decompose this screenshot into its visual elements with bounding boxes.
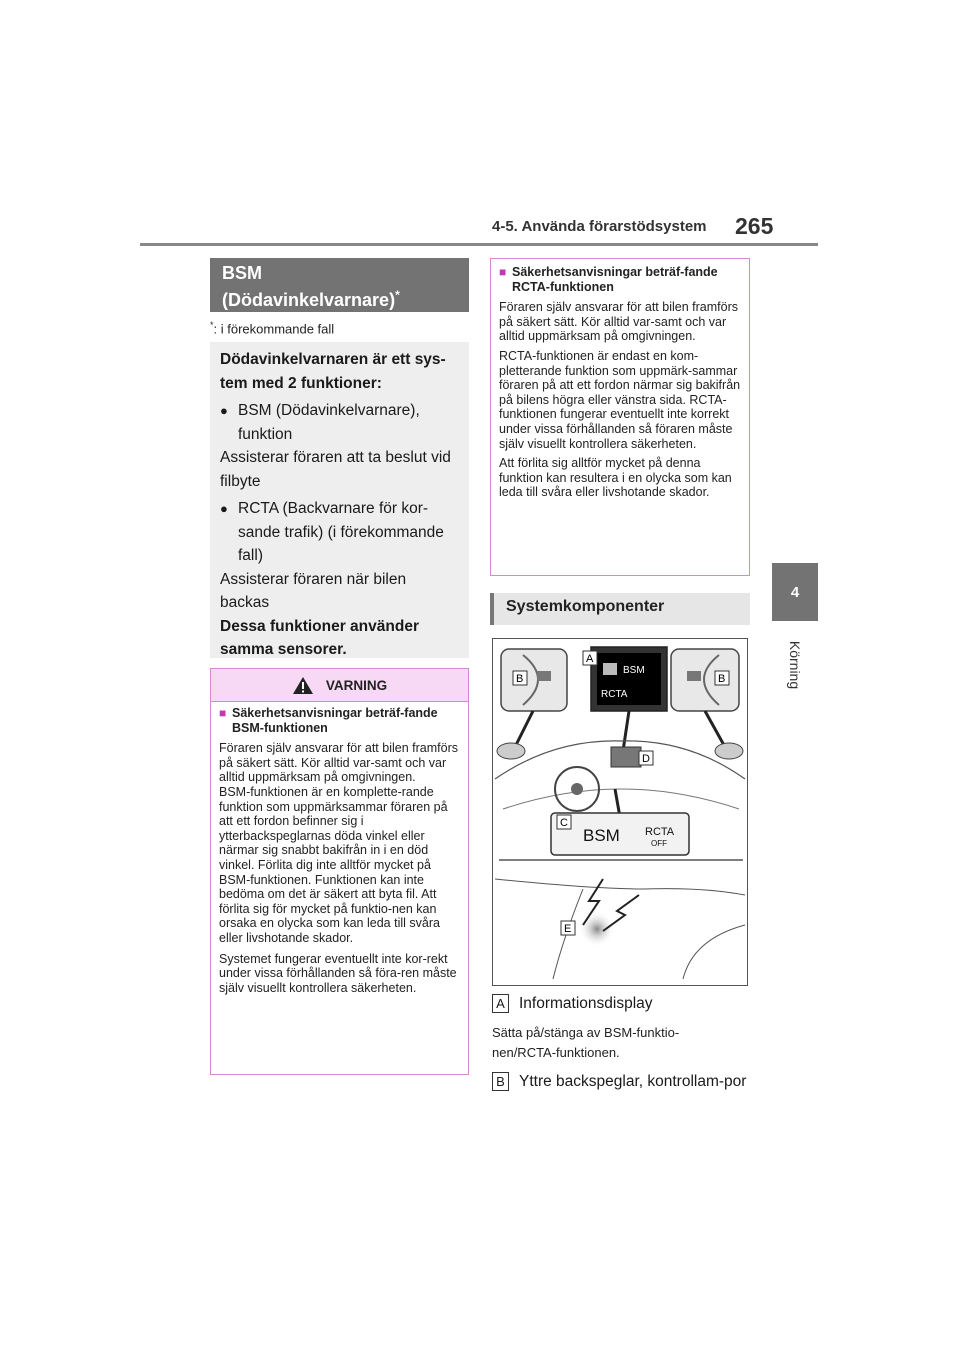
left-mirror-inset xyxy=(501,649,567,711)
switch-bsm-text: BSM xyxy=(583,826,620,845)
rcta-para2: RCTA-funktionen är endast en kom-pletterande funktion som uppmärk-sammar föraren på att ett fordon närmar sig bakifrån på bilens högra eller vänstra sida. RCTA-funktionen fungerar eventuellt inte korrekt under vissa förhållanden så föraren måste själv visuellt kontrollera säkerheten. xyxy=(499,348,741,451)
component-item-a xyxy=(492,994,653,1013)
info-box xyxy=(210,342,469,658)
chapter-label xyxy=(772,625,818,705)
system-diagram xyxy=(492,638,748,986)
chapter-name: Körning xyxy=(787,640,803,690)
bsm-heading-mark: * xyxy=(395,288,400,302)
rcta-subheading: Säkerhetsanvisningar beträf-fande RCTA-funktionen xyxy=(512,265,718,294)
switch-off-text: OFF xyxy=(651,839,667,848)
switch-rcta-text: RCTA xyxy=(645,826,675,838)
warning-body xyxy=(211,702,468,995)
callout-b-left: B xyxy=(516,673,524,685)
footnote-text: : i förekommande fall xyxy=(213,321,335,337)
info-desc-rcta: Assisterar föraren när bilen backas xyxy=(220,570,407,611)
bullet-item-bsm xyxy=(220,399,459,446)
item-a-label: Informationsdisplay xyxy=(519,994,653,1012)
warning-box xyxy=(210,668,469,1075)
component-item-b xyxy=(492,1070,749,1093)
callout-d: D xyxy=(642,753,650,765)
warning-triangle-icon xyxy=(292,676,314,695)
system-components-heading: Systemkomponenter xyxy=(490,593,750,625)
item-b-label: Yttre backspeglar, kontrollam-por xyxy=(519,1073,747,1090)
item-a-description: Sätta på/stänga av BSM-funktio-nen/RCTA-funktionen. xyxy=(492,1025,680,1060)
warning-subheading: Säkerhetsanvisningar beträf-fande BSM-funktionen xyxy=(232,706,438,735)
warning-box-rcta xyxy=(490,258,750,576)
callout-a: A xyxy=(586,653,594,665)
display-inset xyxy=(591,647,667,711)
callout-b-right: B xyxy=(718,673,726,685)
warning-title: VARNING xyxy=(325,677,388,693)
callout-e: E xyxy=(564,923,572,935)
info-intro: Dödavinkelvarnaren är ett sys-tem med 2 funktioner: xyxy=(220,351,446,392)
footnote xyxy=(210,320,334,336)
bullet-dot-icon: ● xyxy=(220,403,228,418)
page-number: 265 xyxy=(735,213,774,239)
rcta-para3: Att förlita sig alltför mycket på denna funktion kan resultera i en olycka som kan leda till svåra eller livshotande skador. xyxy=(499,456,732,500)
bullet-rcta-text: RCTA (Backvarnare för kor-sande trafik) (i förekommande fall) xyxy=(238,500,444,564)
info-desc-bsm: Assisterar föraren att ta beslut vid filbyte xyxy=(220,449,451,490)
bsm-heading-line1: BSM xyxy=(222,263,262,283)
header-divider xyxy=(140,243,818,246)
rcta-para1: Föraren själv ansvarar för att bilen framförs på säkert sätt. Kör alltid var-samt och var alltid uppmärksam på omgivningen. xyxy=(499,300,738,344)
section-title: 4-5. Använda förarstödsystem xyxy=(492,218,707,235)
warning-para3: Systemet fungerar eventuellt inte kor-rekt under vissa förhållanden så föra-ren måste själv visuellt kontrollera säkerheten. xyxy=(219,951,457,995)
bsm-heading xyxy=(210,258,469,312)
display-bsm-text: BSM xyxy=(623,665,645,676)
item-a-letter: A xyxy=(492,994,509,1013)
info-closing: Dessa funktioner använder samma sensorer. xyxy=(220,617,419,658)
bullet-dot-icon: ● xyxy=(220,501,228,516)
footnote-mark: * xyxy=(210,320,214,330)
chapter-tab: 4 xyxy=(772,563,818,621)
warning-para2: BSM-funktionen är en komplette-rande funktion som uppmärksammar föraren på att ett fordon befinner sig i ytterbackspeglarnas döda vinkel eller närmar sig snabbt bakifrån in i en död vinkel. Förlita dig inte alltför mycket på BSM-funktionen. Funktionen kan inte bedöma om det är säkert att byta fil. Att förlita sig för mycket på funktio-nen kan orsaka en olycka som kan leda till svåra eller livshotande skador. xyxy=(219,784,448,945)
warning-para1: Föraren själv ansvarar för att bilen framförs på säkert sätt. Kör alltid var-samt och var alltid uppmärksam på omgivningen. xyxy=(219,741,458,785)
square-bullet-icon: ■ xyxy=(499,265,507,279)
square-bullet-icon: ■ xyxy=(219,706,227,720)
callout-c: C xyxy=(560,817,568,829)
display-rcta-text: RCTA xyxy=(601,689,628,700)
bsm-heading-line2: (Dödavinkelvarnare)* xyxy=(222,288,400,310)
bullet-item-rcta xyxy=(220,497,459,568)
dashboard-illustration xyxy=(493,639,747,985)
warning-header xyxy=(211,669,468,702)
item-b-letter: B xyxy=(492,1072,509,1091)
switch-inset xyxy=(551,813,689,855)
bullet-bsm-text: BSM (Dödavinkelvarnare), funktion xyxy=(238,402,420,443)
